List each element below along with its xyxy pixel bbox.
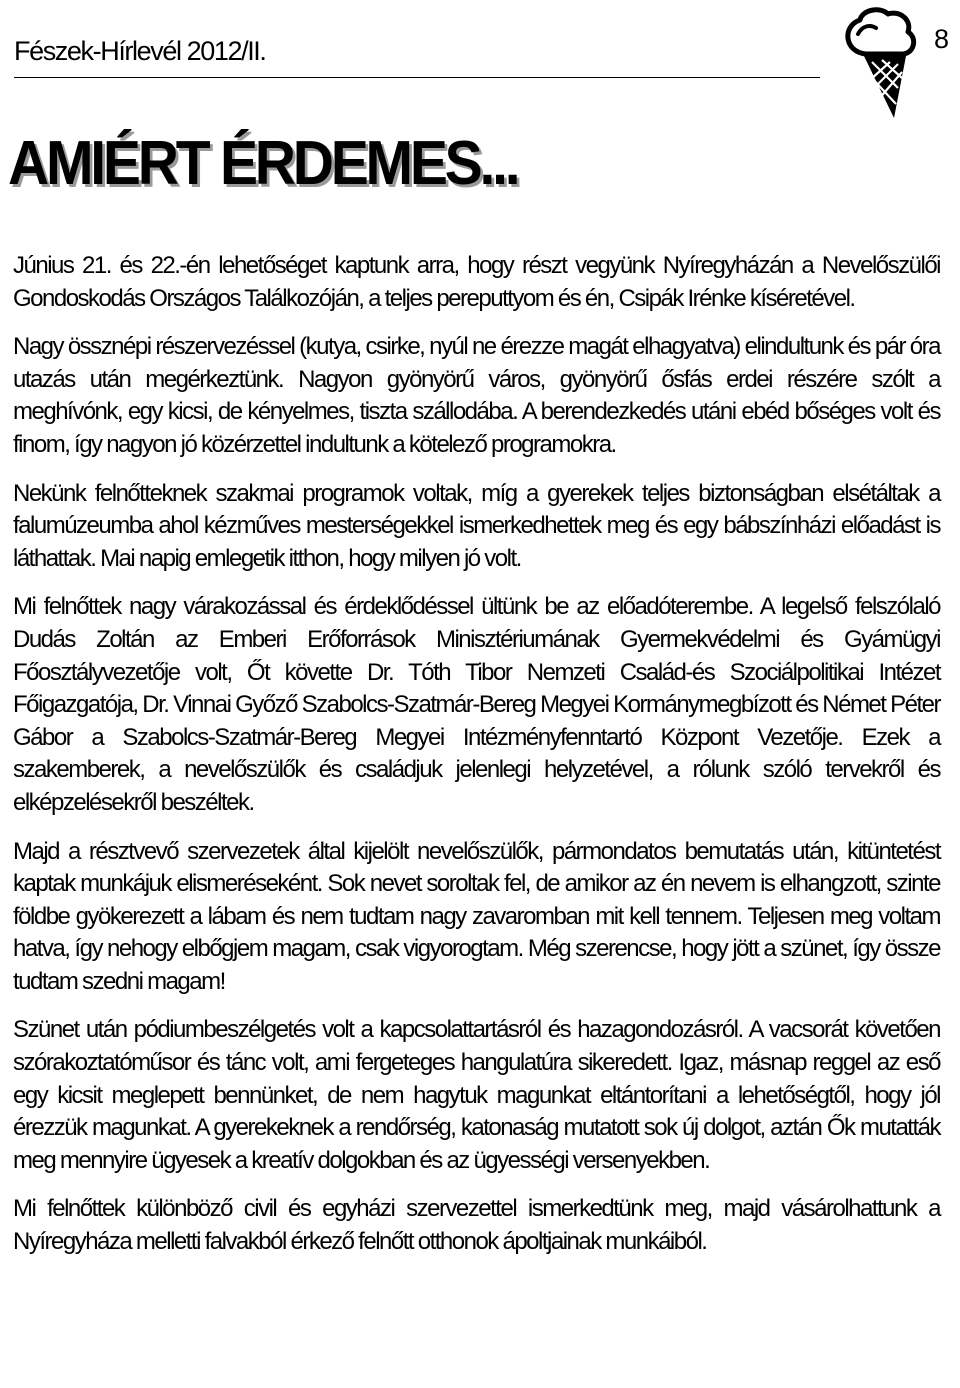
newsletter-title: Fészek-Hírlevél 2012/II. bbox=[14, 36, 266, 66]
article-body bbox=[13, 250, 940, 1275]
paragraph: Nagy össznépi részervezéssel (kutya, csirke, nyúl ne érezze magát elhagyatva) elindultunk és pár óra utazás után megérkeztünk. Nagyon gyönyörű város, gyönyörű ősfás erdei részére szólt a meghívónk, egy kicsi, de kényelmes, tiszta szállodába. A berendezkedés utáni ebéd bőséges volt és finom, így nagyon jó közérzettel indultunk a kötelező programokra. bbox=[13, 333, 940, 458]
paragraph: Mi felnőttek különböző civil és egyházi szervezettel ismerkedtünk meg, majd vásárolhattunk a Nyíregyháza melletti falvakból érkező felnőtt otthonok ápoltjainak munkáiból. bbox=[13, 1195, 940, 1256]
page-number: 8 bbox=[934, 24, 950, 54]
paragraph: Majd a résztvevő szervezetek által kijelölt nevelőszülők, pármondatos bemutatás után, kitüntetést kaptak munkájuk elismeréseként. Sok nevet soroltak fel, de amikor az én nevem is elhangzott, szinte földbe gyökerezett a lábam és nem tudtam nagy zavaromban mit kell tennem. Teljesen meg voltam hatva, így nehogy elbőgjem magam, csak vigyorogtam. Még szerencse, hogy jött a szünet, így össze tudtam szedni magam! bbox=[13, 837, 940, 995]
paragraph: Június 21. és 22.-én lehetőséget kaptunk arra, hogy részt vegyünk Nyíregyházán a Nevelőszülői Gondoskodás Országos Találkozóján, a teljes pereputtyom és én, Csipák Irénke kíséretével. bbox=[13, 252, 940, 312]
paragraph: Nekünk felnőtteknek szakmai programok voltak, míg a gyerekek teljes biztonságban elsétáltak a falumúzeumba ahol kézműves mesterségekkel ismerkedhettek meg és egy bábszínházi előadást is láthattak. Mai napig emlegetik itthon, hogy milyen jó volt. bbox=[13, 479, 940, 572]
header-divider bbox=[14, 77, 820, 78]
ice-cream-cone-icon bbox=[836, 4, 920, 122]
article-headline: AMIÉRT ÉRDEMES... bbox=[8, 129, 518, 198]
paragraph: Mi felnőttek nagy várakozással és érdeklődéssel ültünk be az előadóterembe. A legelső felszólaló Dudás Zoltán az Emberi Erőforrások Minisztériumának Gyermekvédelmi és Gyámügyi Főosztályvezetője volt, Őt követte Dr. Tóth Tibor Nemzeti Család-és Szociálpolitikai Intézet Főigazgatója, Dr. Vinnai Győző Szabolcs-Szatmár-Bereg Megyei Kormánymegbízott és Német Péter Gábor a Szabolcs-Szatmár-Bereg Megyei Intézményfenntartó Központ Vezetője. Ezek a szakemberek, a nevelőszülők és családjuk jelenlegi helyzetével, a rólunk szóló tervekről és elképzelésekről beszéltek. bbox=[13, 593, 940, 816]
paragraph: Szünet után pódiumbeszélgetés volt a kapcsolattartásról és hazagondozásról. A vacsorát követően szórakoztatóműsor és tánc volt, ami fergeteges hangulatúra sikeredett. Igaz, másnap reggel az eső egy kicsit meglepett bennünket, de nem hagytuk magunkat eltántorítani a lehetőségtől, hogy jól érezzük magunkat. A gyerekeknek a rendőrség, katonaság mutatott sok új dolgot, aztán Ők mutatták meg mennyire ügyesek a kreatív dolgokban és az ügyességi versenyekben. bbox=[13, 1016, 940, 1174]
